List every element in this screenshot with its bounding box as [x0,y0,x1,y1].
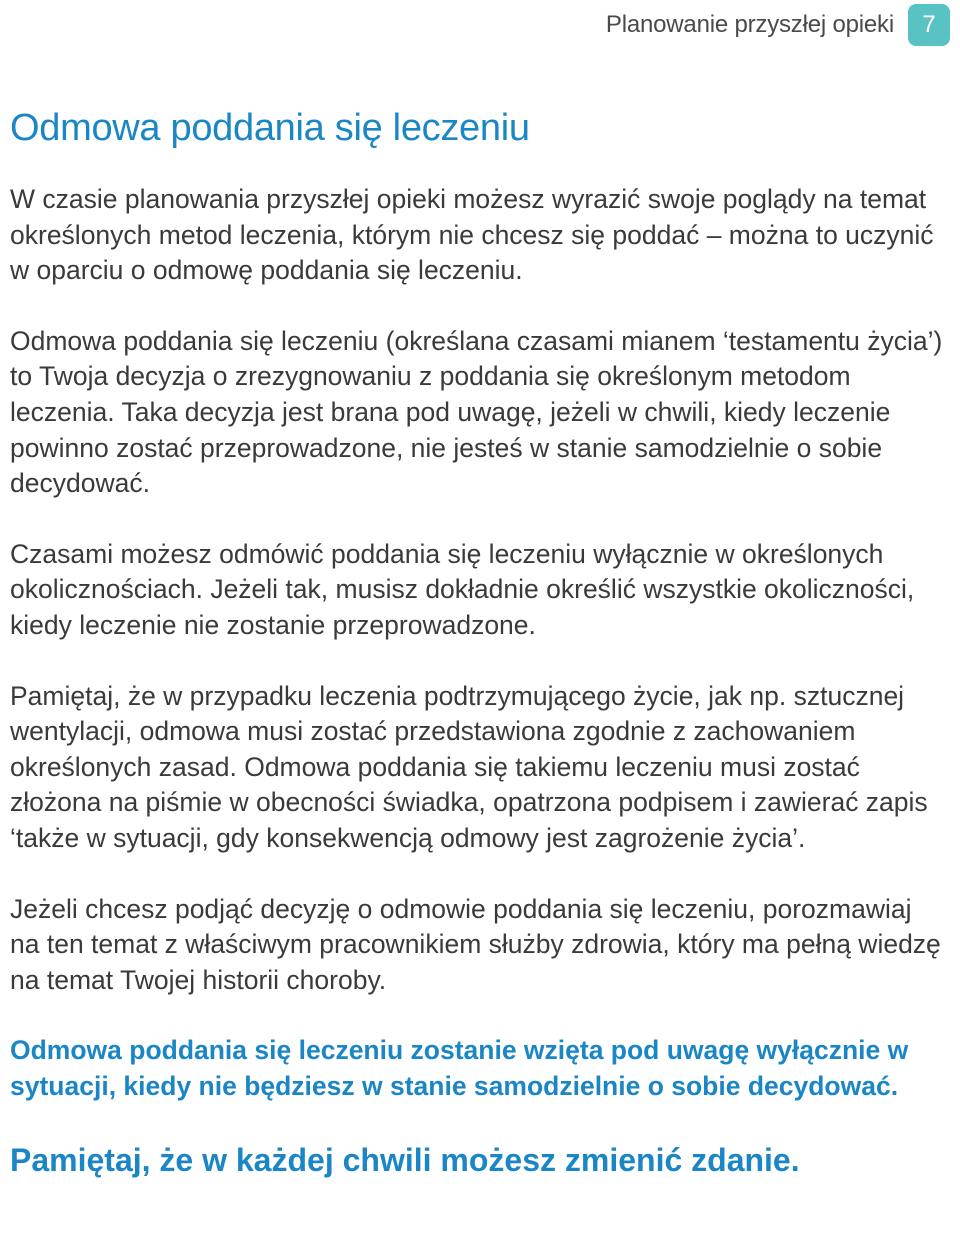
page-header [606,0,950,50]
paragraph-definition: Odmowa poddania się leczeniu (określana czasami mianem ‘testamentu życia’) to Twoja decyzja o zrezygnowaniu z poddania się określonym metodom leczenia. Taka decyzja jest brana pod uwagę, jeżeli w chwili, kiedy leczenie powinno zostać przeprowadzone, nie jesteś w stanie samodzielnie o sobie decydować. [10,325,943,499]
section-heading: Odmowa poddania się leczeniu [10,107,530,149]
emphasis-note: Odmowa poddania się leczeniu zostanie wzięta pod uwagę wyłącznie w sytuacji, kiedy nie będziesz w stanie samodzielnie o sobie decydować. [10,1035,909,1101]
paragraph-circumstances: Czasami możesz odmówić poddania się leczeniu wyłącznie w określonych okolicznościach. Jeżeli tak, musisz dokładnie określić wszystkie okoliczności, kiedy leczenie nie zostanie przeprowadzone. [10,538,915,640]
page-number-badge: 7 [908,4,950,46]
paragraph-intro: W czasie planowania przyszłej opieki możesz wyrazić swoje poglądy na temat określonych metod leczenia, którym nie chcesz się poddać – można to uczynić w oparciu o odmowę poddania się leczeniu. [10,184,934,286]
running-header-title: Planowanie przyszłej opieki [605,11,894,38]
paragraph-consult: Jeżeli chcesz podjąć decyzję o odmowie poddania się leczeniu, porozmawiaj na ten temat z właściwym pracownikiem służby zdrowia, który ma pełną wiedzę na temat Twojej historii choroby. [10,893,941,995]
main-content [10,100,945,1180]
paragraph-life-sustaining: Pamiętaj, że w przypadku leczenia podtrzymującego życie, jak np. sztucznej wentylacji, odmowa musi zostać przedstawiona zgodnie z zachowaniem określonych zasad. Odmowa poddania się takiemu leczeniu musi zostać złożona na piśmie w obecności świadka, opatrzona podpisem i zawierać zapis ‘także w sytuacji, gdy konsekwencją odmowy jest zagrożenie życia’. [10,680,928,853]
final-reminder: Pamiętaj, że w każdej chwili możesz zmienić zdanie. [10,1142,800,1179]
